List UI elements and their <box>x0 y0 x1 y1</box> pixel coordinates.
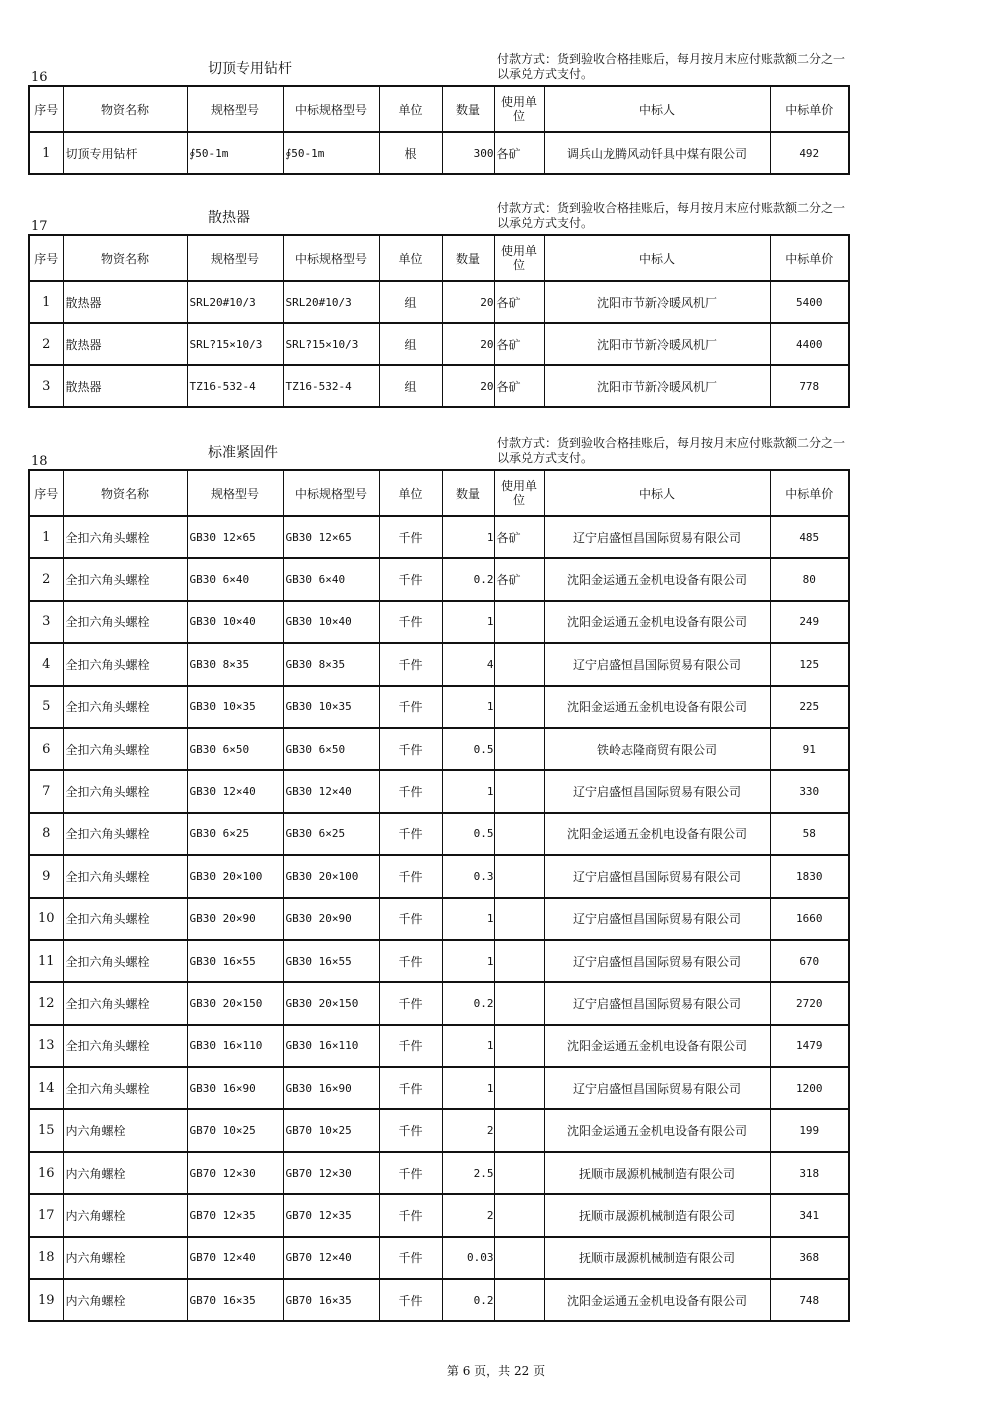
table-row <box>29 1279 849 1321</box>
cell-price: 330 <box>770 770 849 812</box>
cell-name: 全扣六角头螺栓 <box>63 643 187 685</box>
table-row <box>29 643 849 685</box>
table-header-row <box>29 86 849 132</box>
cell-unit: 千件 <box>379 643 442 685</box>
section-title: 标准紧固件 <box>208 445 278 461</box>
cell-winner: 沈阳金运通五金机电设备有限公司 <box>544 813 770 855</box>
cell-name: 内六角螺栓 <box>63 1237 187 1279</box>
cell-unit: 千件 <box>379 1025 442 1067</box>
table-row <box>29 1152 849 1194</box>
cell-winner: 辽宁启盛恒昌国际贸易有限公司 <box>544 770 770 812</box>
table-row <box>29 516 849 558</box>
table-row <box>29 281 849 323</box>
cell-price: 778 <box>770 365 849 407</box>
cell-price: 2720 <box>770 982 849 1024</box>
cell-name: 内六角螺栓 <box>63 1279 187 1321</box>
cell-price: 318 <box>770 1152 849 1194</box>
section-title: 切顶专用钻杆 <box>208 61 292 77</box>
cell-qty: 1 <box>442 601 494 643</box>
table-row <box>29 1067 849 1109</box>
cell-user <box>494 643 544 685</box>
bid-table <box>28 85 850 175</box>
header-user: 使用单位 <box>494 86 544 132</box>
payment-note: 付款方式：货到验收合格挂账后，每月按月末应付账款额二分之一以承兑方式支付。 <box>497 52 846 81</box>
section-title: 散热器 <box>208 210 250 226</box>
cell-name: 全扣六角头螺栓 <box>63 1025 187 1067</box>
cell-seq: 9 <box>29 855 63 897</box>
cell-bid-spec: ∮50-1m <box>283 132 379 174</box>
cell-qty: 2.5 <box>442 1152 494 1194</box>
cell-winner: 辽宁启盛恒昌国际贸易有限公司 <box>544 1067 770 1109</box>
cell-qty: 1 <box>442 1025 494 1067</box>
table-row <box>29 1194 849 1236</box>
cell-qty: 0.5 <box>442 813 494 855</box>
cell-winner: 沈阳市节新冷暖风机厂 <box>544 281 770 323</box>
table-row <box>29 1025 849 1067</box>
cell-spec: ∮50-1m <box>187 132 283 174</box>
table-row <box>29 813 849 855</box>
cell-user: 各矿 <box>494 281 544 323</box>
cell-seq: 16 <box>29 1152 63 1194</box>
cell-user: 各矿 <box>494 516 544 558</box>
cell-user <box>494 1067 544 1109</box>
cell-spec: GB70 12×30 <box>187 1152 283 1194</box>
cell-price: 225 <box>770 686 849 728</box>
header-bid-spec: 中标规格型号 <box>283 470 379 516</box>
cell-bid-spec: GB30 20×150 <box>283 982 379 1024</box>
cell-price: 5400 <box>770 281 849 323</box>
cell-bid-spec: SRL?15×10/3 <box>283 323 379 365</box>
header-name: 物资名称 <box>63 86 187 132</box>
cell-name: 全扣六角头螺栓 <box>63 898 187 940</box>
cell-qty: 0.03 <box>442 1237 494 1279</box>
cell-price: 368 <box>770 1237 849 1279</box>
table-row <box>29 1109 849 1151</box>
cell-unit: 千件 <box>379 1067 442 1109</box>
header-name: 物资名称 <box>63 235 187 281</box>
header-seq: 序号 <box>29 470 63 516</box>
cell-unit: 组 <box>379 281 442 323</box>
header-spec: 规格型号 <box>187 86 283 132</box>
header-price: 中标单价 <box>770 235 849 281</box>
cell-spec: GB30 20×100 <box>187 855 283 897</box>
cell-user <box>494 940 544 982</box>
header-winner: 中标人 <box>544 235 770 281</box>
cell-spec: GB70 16×35 <box>187 1279 283 1321</box>
cell-bid-spec: GB30 10×40 <box>283 601 379 643</box>
cell-unit: 千件 <box>379 1152 442 1194</box>
cell-winner: 辽宁启盛恒昌国际贸易有限公司 <box>544 982 770 1024</box>
cell-seq: 7 <box>29 770 63 812</box>
cell-qty: 1 <box>442 898 494 940</box>
cell-bid-spec: GB70 12×35 <box>283 1194 379 1236</box>
cell-seq: 12 <box>29 982 63 1024</box>
cell-seq: 10 <box>29 898 63 940</box>
cell-seq: 15 <box>29 1109 63 1151</box>
cell-user: 各矿 <box>494 132 544 174</box>
cell-user <box>494 728 544 770</box>
cell-name: 全扣六角头螺栓 <box>63 940 187 982</box>
cell-name: 切顶专用钻杆 <box>63 132 187 174</box>
cell-bid-spec: GB30 12×40 <box>283 770 379 812</box>
cell-bid-spec: TZ16-532-4 <box>283 365 379 407</box>
table-row <box>29 855 849 897</box>
cell-seq: 1 <box>29 132 63 174</box>
cell-price: 485 <box>770 516 849 558</box>
cell-name: 全扣六角头螺栓 <box>63 813 187 855</box>
header-price: 中标单价 <box>770 86 849 132</box>
cell-bid-spec: GB30 12×65 <box>283 516 379 558</box>
cell-price: 341 <box>770 1194 849 1236</box>
cell-spec: GB30 12×65 <box>187 516 283 558</box>
header-seq: 序号 <box>29 235 63 281</box>
cell-qty: 0.2 <box>442 558 494 600</box>
table-row <box>29 558 849 600</box>
header-bid-spec: 中标规格型号 <box>283 86 379 132</box>
cell-user <box>494 770 544 812</box>
cell-user <box>494 855 544 897</box>
cell-seq: 1 <box>29 516 63 558</box>
cell-unit: 组 <box>379 323 442 365</box>
cell-qty: 1 <box>442 940 494 982</box>
header-seq: 序号 <box>29 86 63 132</box>
cell-bid-spec: GB30 6×50 <box>283 728 379 770</box>
cell-bid-spec: GB30 20×100 <box>283 855 379 897</box>
header-qty: 数量 <box>442 470 494 516</box>
cell-winner: 沈阳金运通五金机电设备有限公司 <box>544 686 770 728</box>
cell-unit: 千件 <box>379 898 442 940</box>
cell-name: 全扣六角头螺栓 <box>63 982 187 1024</box>
cell-seq: 6 <box>29 728 63 770</box>
cell-unit: 千件 <box>379 686 442 728</box>
cell-spec: GB30 20×90 <box>187 898 283 940</box>
cell-spec: GB30 16×90 <box>187 1067 283 1109</box>
payment-note: 付款方式：货到验收合格挂账后，每月按月末应付账款额二分之一以承兑方式支付。 <box>497 201 846 230</box>
header-qty: 数量 <box>442 86 494 132</box>
cell-qty: 2 <box>442 1194 494 1236</box>
cell-unit: 千件 <box>379 940 442 982</box>
header-qty: 数量 <box>442 235 494 281</box>
cell-seq: 3 <box>29 365 63 407</box>
cell-bid-spec: GB30 20×90 <box>283 898 379 940</box>
cell-winner: 沈阳金运通五金机电设备有限公司 <box>544 1279 770 1321</box>
cell-name: 全扣六角头螺栓 <box>63 855 187 897</box>
header-spec: 规格型号 <box>187 470 283 516</box>
cell-spec: GB30 10×35 <box>187 686 283 728</box>
table-header-row <box>29 470 849 516</box>
cell-spec: GB30 6×50 <box>187 728 283 770</box>
table-row <box>29 365 849 407</box>
table-row <box>29 686 849 728</box>
cell-name: 内六角螺栓 <box>63 1194 187 1236</box>
cell-qty: 1 <box>442 770 494 812</box>
cell-bid-spec: GB70 16×35 <box>283 1279 379 1321</box>
cell-bid-spec: GB30 6×25 <box>283 813 379 855</box>
cell-spec: GB30 12×40 <box>187 770 283 812</box>
cell-winner: 辽宁启盛恒昌国际贸易有限公司 <box>544 643 770 685</box>
cell-spec: GB70 12×35 <box>187 1194 283 1236</box>
cell-bid-spec: GB30 16×110 <box>283 1025 379 1067</box>
cell-seq: 14 <box>29 1067 63 1109</box>
table-row <box>29 728 849 770</box>
cell-bid-spec: GB70 12×40 <box>283 1237 379 1279</box>
header-unit: 单位 <box>379 86 442 132</box>
table-row <box>29 1237 849 1279</box>
cell-qty: 4 <box>442 643 494 685</box>
cell-unit: 千件 <box>379 1237 442 1279</box>
cell-spec: GB30 6×40 <box>187 558 283 600</box>
cell-unit: 千件 <box>379 601 442 643</box>
cell-winner: 抚顺市晟源机械制造有限公司 <box>544 1194 770 1236</box>
cell-unit: 千件 <box>379 558 442 600</box>
page-footer: 第 6 页，共 22 页 <box>446 1364 546 1378</box>
section-number: 18 <box>31 454 48 469</box>
cell-unit: 根 <box>379 132 442 174</box>
cell-winner: 沈阳金运通五金机电设备有限公司 <box>544 558 770 600</box>
cell-bid-spec: GB30 10×35 <box>283 686 379 728</box>
header-unit: 单位 <box>379 470 442 516</box>
cell-qty: 0.2 <box>442 982 494 1024</box>
cell-user: 各矿 <box>494 365 544 407</box>
cell-winner: 辽宁启盛恒昌国际贸易有限公司 <box>544 898 770 940</box>
header-user: 使用单位 <box>494 235 544 281</box>
cell-price: 125 <box>770 643 849 685</box>
cell-user <box>494 686 544 728</box>
header-winner: 中标人 <box>544 470 770 516</box>
cell-bid-spec: GB70 10×25 <box>283 1109 379 1151</box>
table-row <box>29 898 849 940</box>
cell-price: 748 <box>770 1279 849 1321</box>
cell-winner: 沈阳市节新冷暖风机厂 <box>544 323 770 365</box>
cell-user <box>494 1237 544 1279</box>
cell-name: 全扣六角头螺栓 <box>63 728 187 770</box>
cell-unit: 千件 <box>379 813 442 855</box>
cell-qty: 300 <box>442 132 494 174</box>
cell-seq: 2 <box>29 323 63 365</box>
cell-winner: 抚顺市晟源机械制造有限公司 <box>544 1152 770 1194</box>
cell-name: 全扣六角头螺栓 <box>63 1067 187 1109</box>
cell-seq: 5 <box>29 686 63 728</box>
cell-name: 全扣六角头螺栓 <box>63 686 187 728</box>
cell-unit: 千件 <box>379 516 442 558</box>
cell-winner: 辽宁启盛恒昌国际贸易有限公司 <box>544 940 770 982</box>
cell-qty: 1 <box>442 516 494 558</box>
table-row <box>29 940 849 982</box>
section-number: 17 <box>31 219 48 234</box>
cell-winner: 辽宁启盛恒昌国际贸易有限公司 <box>544 855 770 897</box>
cell-spec: TZ16-532-4 <box>187 365 283 407</box>
cell-price: 91 <box>770 728 849 770</box>
cell-spec: GB30 6×25 <box>187 813 283 855</box>
cell-price: 492 <box>770 132 849 174</box>
table-header-row <box>29 235 849 281</box>
cell-seq: 13 <box>29 1025 63 1067</box>
cell-unit: 千件 <box>379 982 442 1024</box>
bid-table <box>28 469 850 1322</box>
cell-user <box>494 1194 544 1236</box>
cell-price: 1200 <box>770 1067 849 1109</box>
cell-user <box>494 1109 544 1151</box>
header-price: 中标单价 <box>770 470 849 516</box>
table-row <box>29 323 849 365</box>
cell-unit: 千件 <box>379 728 442 770</box>
cell-price: 249 <box>770 601 849 643</box>
cell-name: 全扣六角头螺栓 <box>63 558 187 600</box>
cell-unit: 千件 <box>379 1194 442 1236</box>
cell-name: 全扣六角头螺栓 <box>63 516 187 558</box>
header-user: 使用单位 <box>494 470 544 516</box>
cell-winner: 沈阳金运通五金机电设备有限公司 <box>544 601 770 643</box>
cell-winner: 沈阳金运通五金机电设备有限公司 <box>544 1025 770 1067</box>
cell-seq: 19 <box>29 1279 63 1321</box>
cell-spec: SRL?15×10/3 <box>187 323 283 365</box>
cell-unit: 千件 <box>379 770 442 812</box>
cell-user <box>494 813 544 855</box>
cell-price: 670 <box>770 940 849 982</box>
cell-seq: 8 <box>29 813 63 855</box>
cell-spec: GB30 16×110 <box>187 1025 283 1067</box>
cell-seq: 17 <box>29 1194 63 1236</box>
header-winner: 中标人 <box>544 86 770 132</box>
table-row <box>29 601 849 643</box>
cell-spec: GB30 20×150 <box>187 982 283 1024</box>
cell-name: 散热器 <box>63 281 187 323</box>
cell-price: 199 <box>770 1109 849 1151</box>
cell-spec: GB70 10×25 <box>187 1109 283 1151</box>
cell-spec: GB30 8×35 <box>187 643 283 685</box>
cell-user <box>494 601 544 643</box>
cell-price: 4400 <box>770 323 849 365</box>
cell-price: 58 <box>770 813 849 855</box>
cell-name: 散热器 <box>63 323 187 365</box>
section-number: 16 <box>31 70 48 85</box>
cell-winner: 调兵山龙腾风动钎具中煤有限公司 <box>544 132 770 174</box>
cell-price: 1479 <box>770 1025 849 1067</box>
cell-qty: 2 <box>442 1109 494 1151</box>
cell-seq: 4 <box>29 643 63 685</box>
cell-price: 1830 <box>770 855 849 897</box>
cell-user <box>494 1279 544 1321</box>
cell-qty: 1 <box>442 1067 494 1109</box>
table-row <box>29 132 849 174</box>
header-unit: 单位 <box>379 235 442 281</box>
cell-bid-spec: GB30 16×90 <box>283 1067 379 1109</box>
cell-name: 内六角螺栓 <box>63 1152 187 1194</box>
cell-winner: 沈阳市节新冷暖风机厂 <box>544 365 770 407</box>
cell-winner: 辽宁启盛恒昌国际贸易有限公司 <box>544 516 770 558</box>
cell-bid-spec: GB30 6×40 <box>283 558 379 600</box>
cell-name: 全扣六角头螺栓 <box>63 601 187 643</box>
table-row <box>29 982 849 1024</box>
cell-unit: 千件 <box>379 855 442 897</box>
cell-user: 各矿 <box>494 323 544 365</box>
cell-price: 80 <box>770 558 849 600</box>
table-row <box>29 770 849 812</box>
cell-winner: 抚顺市晟源机械制造有限公司 <box>544 1237 770 1279</box>
cell-qty: 20 <box>442 365 494 407</box>
header-bid-spec: 中标规格型号 <box>283 235 379 281</box>
cell-qty: 20 <box>442 281 494 323</box>
cell-unit: 千件 <box>379 1109 442 1151</box>
cell-qty: 0.5 <box>442 728 494 770</box>
cell-unit: 组 <box>379 365 442 407</box>
cell-bid-spec: SRL20#10/3 <box>283 281 379 323</box>
payment-note: 付款方式：货到验收合格挂账后，每月按月末应付账款额二分之一以承兑方式支付。 <box>497 436 846 465</box>
cell-bid-spec: GB30 16×55 <box>283 940 379 982</box>
cell-seq: 3 <box>29 601 63 643</box>
cell-user <box>494 898 544 940</box>
cell-qty: 0.3 <box>442 855 494 897</box>
bid-table <box>28 234 850 408</box>
cell-user <box>494 982 544 1024</box>
cell-user: 各矿 <box>494 558 544 600</box>
cell-price: 1660 <box>770 898 849 940</box>
cell-seq: 18 <box>29 1237 63 1279</box>
cell-user <box>494 1025 544 1067</box>
cell-winner: 铁岭志隆商贸有限公司 <box>544 728 770 770</box>
cell-qty: 0.2 <box>442 1279 494 1321</box>
cell-bid-spec: GB70 12×30 <box>283 1152 379 1194</box>
cell-winner: 沈阳金运通五金机电设备有限公司 <box>544 1109 770 1151</box>
cell-spec: GB70 12×40 <box>187 1237 283 1279</box>
cell-name: 散热器 <box>63 365 187 407</box>
cell-name: 全扣六角头螺栓 <box>63 770 187 812</box>
cell-spec: GB30 16×55 <box>187 940 283 982</box>
cell-qty: 20 <box>442 323 494 365</box>
cell-user <box>494 1152 544 1194</box>
cell-seq: 11 <box>29 940 63 982</box>
header-name: 物资名称 <box>63 470 187 516</box>
cell-qty: 1 <box>442 686 494 728</box>
cell-name: 内六角螺栓 <box>63 1109 187 1151</box>
cell-bid-spec: GB30 8×35 <box>283 643 379 685</box>
cell-seq: 2 <box>29 558 63 600</box>
cell-spec: SRL20#10/3 <box>187 281 283 323</box>
cell-seq: 1 <box>29 281 63 323</box>
header-spec: 规格型号 <box>187 235 283 281</box>
cell-spec: GB30 10×40 <box>187 601 283 643</box>
cell-unit: 千件 <box>379 1279 442 1321</box>
